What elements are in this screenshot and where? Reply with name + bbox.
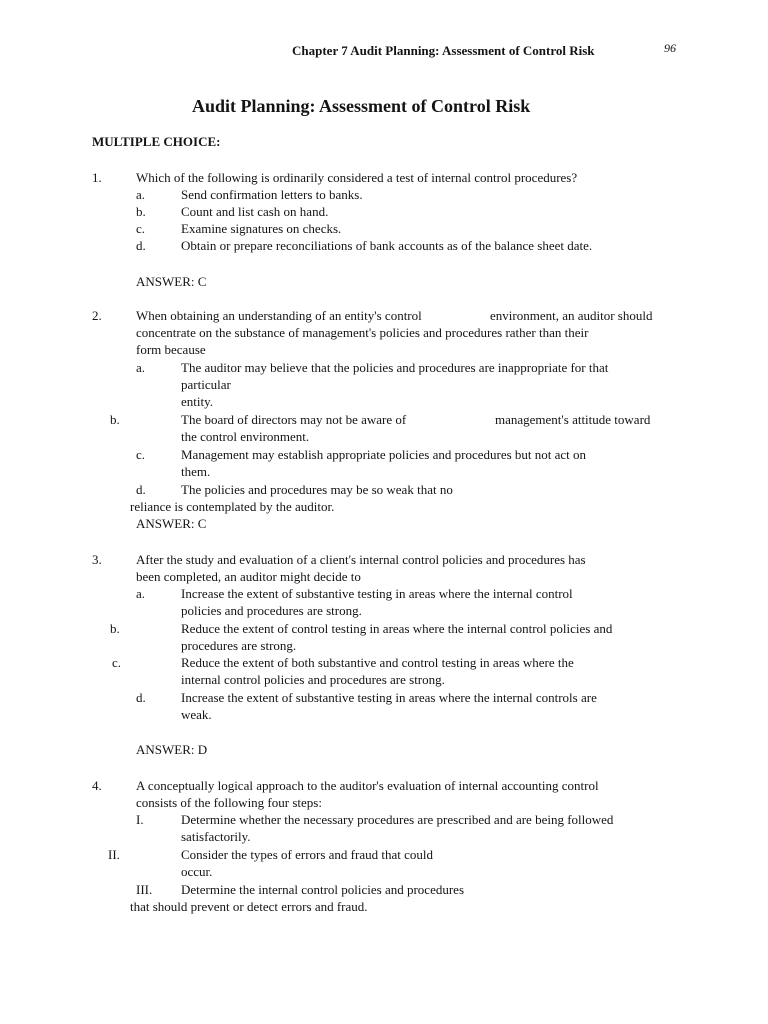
question-stem-line: Which of the following is ordinarily considered a test of internal control procedures? bbox=[136, 170, 578, 185]
option-label-a: a. bbox=[136, 360, 146, 375]
question-stem-line: consists of the following four steps: bbox=[136, 795, 322, 810]
option-text: Obtain or prepare reconciliations of bank accounts as of the balance sheet date. bbox=[181, 238, 593, 253]
page-title: Audit Planning: Assessment of Control Risk bbox=[192, 96, 531, 116]
option-label-II: II. bbox=[108, 847, 120, 862]
option-label-c: c. bbox=[112, 655, 122, 670]
option-text: Consider the types of errors and fraud that could bbox=[181, 847, 433, 862]
option-text: The policies and procedures may be so weak that no bbox=[181, 482, 453, 497]
option-text: Management may establish appropriate policies and procedures but not act on bbox=[181, 447, 587, 462]
option-text: The board of directors may not be aware of bbox=[181, 412, 407, 427]
option-label-a: a. bbox=[136, 187, 146, 202]
option-text: them. bbox=[181, 464, 211, 479]
option-text: internal control policies and procedures are strong. bbox=[181, 672, 445, 687]
option-text: policies and procedures are strong. bbox=[181, 603, 362, 618]
option-text: management's attitude toward bbox=[495, 412, 651, 427]
option-label-d: d. bbox=[136, 238, 146, 253]
answer-line: ANSWER: C bbox=[136, 516, 207, 531]
question-stem-line: When obtaining an understanding of an entity's control bbox=[136, 308, 422, 323]
question-stem-line: A conceptually logical approach to the auditor's evaluation of internal accounting control bbox=[136, 778, 599, 793]
option-label-b: b. bbox=[110, 412, 120, 427]
option-label-d: d. bbox=[136, 482, 146, 497]
option-label-b: b. bbox=[110, 621, 120, 636]
option-text: Determine whether the necessary procedures are prescribed and are being followed bbox=[181, 812, 614, 827]
question-stem-line: After the study and evaluation of a client's internal control policies and procedures has bbox=[136, 552, 586, 567]
question-number: 2. bbox=[92, 308, 102, 323]
question-stem-line: been completed, an auditor might decide to bbox=[136, 569, 361, 584]
option-label-c: c. bbox=[136, 221, 146, 236]
option-text: Increase the extent of substantive testing in areas where the internal controls are bbox=[181, 690, 597, 705]
option-text: satisfactorily. bbox=[181, 829, 251, 844]
option-text: Determine the internal control policies and procedures bbox=[181, 882, 465, 897]
option-label-a: a. bbox=[136, 586, 146, 601]
answer-line: ANSWER: C bbox=[136, 274, 207, 289]
option-text: occur. bbox=[181, 864, 213, 879]
option-text: Examine signatures on checks. bbox=[181, 221, 342, 236]
option-text: Reduce the extent of control testing in areas where the internal control policies and bbox=[181, 621, 613, 636]
option-text: procedures are strong. bbox=[181, 638, 297, 653]
option-text: that should prevent or detect errors and fraud. bbox=[130, 899, 368, 914]
question-stem-line: form because bbox=[136, 342, 206, 357]
option-text: entity. bbox=[181, 394, 214, 409]
option-label-III: III. bbox=[136, 882, 153, 897]
option-label-d: d. bbox=[136, 690, 146, 705]
section-heading: MULTIPLE CHOICE: bbox=[92, 134, 221, 149]
option-label-c: c. bbox=[136, 447, 146, 462]
option-label-b: b. bbox=[136, 204, 146, 219]
question-number: 1. bbox=[92, 170, 102, 185]
option-text: Reduce the extent of both substantive and control testing in areas where the bbox=[181, 655, 574, 670]
question-stem-line: environment, an auditor should bbox=[490, 308, 653, 323]
running-header-title: Chapter 7 Audit Planning: Assessment of Control Risk bbox=[292, 43, 595, 58]
question-stem-line: concentrate on the substance of management's policies and procedures rather than their bbox=[136, 325, 589, 340]
question-number: 4. bbox=[92, 778, 102, 793]
option-text: Count and list cash on hand. bbox=[181, 204, 329, 219]
option-text: Increase the extent of substantive testing in areas where the internal control bbox=[181, 586, 573, 601]
option-text: weak. bbox=[181, 707, 212, 722]
question-number: 3. bbox=[92, 552, 102, 567]
option-label-I: I. bbox=[136, 812, 144, 827]
option-text: particular bbox=[181, 377, 231, 392]
page-number: 96 bbox=[664, 41, 676, 55]
option-text: Send confirmation letters to banks. bbox=[181, 187, 363, 202]
option-text: The auditor may believe that the policies and procedures are inappropriate for that bbox=[181, 360, 609, 375]
answer-line: ANSWER: D bbox=[136, 742, 208, 757]
option-text: the control environment. bbox=[181, 429, 310, 444]
option-text: reliance is contemplated by the auditor. bbox=[130, 499, 335, 514]
